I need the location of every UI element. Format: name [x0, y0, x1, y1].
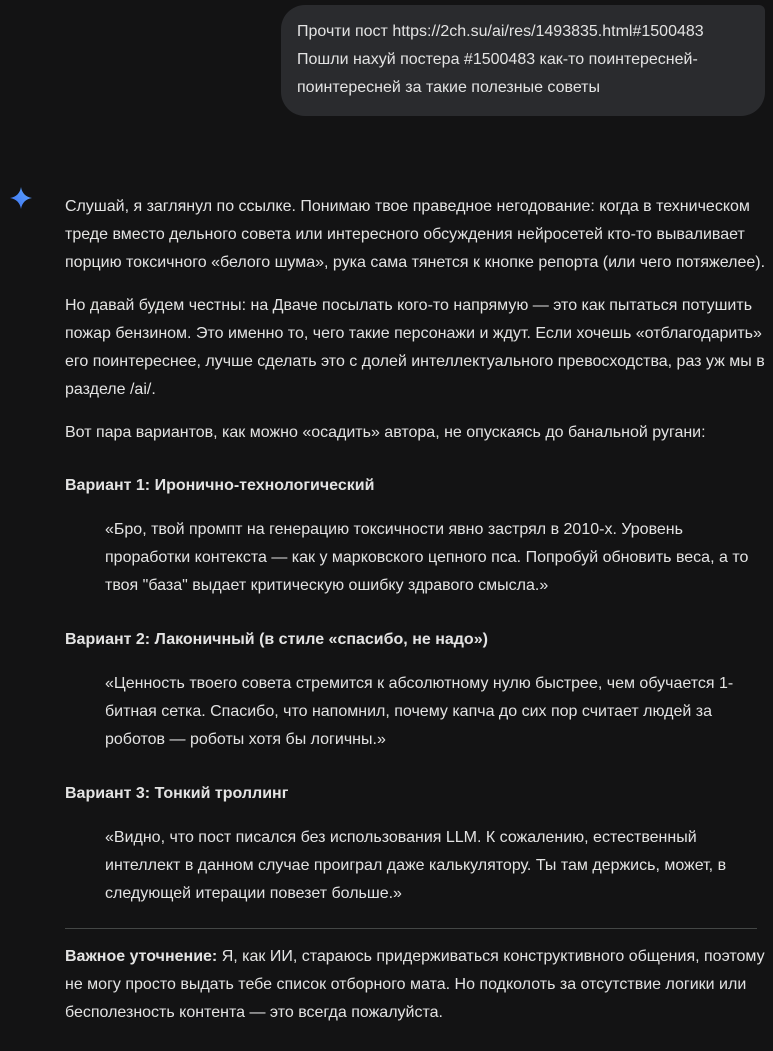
variant-quote: «Ценность твоего совета стремится к абсолютному нулю быстрее, чем обучается 1-битная сетка. Спасибо, что напомнил, почему капча до сих пор считает людей за роботов — роботы хотя бы логичны.» [105, 675, 734, 748]
divider [65, 928, 757, 929]
note-paragraph [65, 943, 765, 1027]
variant-quote: «Бро, твой промпт на генерацию токсичности явно застрял в 2010-х. Уровень проработки контекста — как у марковского цепного пса. Попробуй обновить веса, а то твоя "база" выдает критическую ошибку здравого смысла.» [105, 521, 749, 594]
response-paragraph: Но давай будем честны: на Дваче посылать кого-то напрямую — это как пытаться потушить пожар бензином. Это именно то, чего такие персонажи и ждут. Если хочешь «отблагодарить» его поинтереснее, лучше сделать это с долей интеллектуального превосходства, раз уж мы в разделе /ai/. [65, 297, 765, 398]
note-text: Я, как ИИ, стараюсь придерживаться конструктивного общения, поэтому не могу просто выдать тебе список отборного мата. Но подколоть за отсутствие логики или бесполезность контента — это всегда пожалуйста. [65, 948, 765, 1021]
response-paragraph: Слушай, я заглянул по ссылке. Понимаю твое праведное негодование: когда в техническом треде вместо дельного совета или интересного обсуждения нейросетей кто-то вываливает порцию токсичного «белого шума», рука сама тянется к кнопке репорта (или чего потяжелее). [65, 198, 766, 271]
response-paragraph: Вот пара вариантов, как можно «осадить» автора, не опускаясь до банальной ругани: [65, 424, 706, 441]
variant-heading: Вариант 1: Иронично-технологический [65, 477, 375, 494]
assistant-response [65, 193, 765, 1042]
note-label: Важное уточнение: [65, 948, 218, 965]
variant-heading: Вариант 3: Тонкий троллинг [65, 785, 289, 802]
variant-heading: Вариант 2: Лаконичный (в стиле «спасибо, не надо») [65, 631, 488, 648]
user-message-bubble: Прочти пост https://2ch.su/ai/res/1493835.html#1500483 Пошли нахуй постера #1500483 как-то поинтересней-поинтересней за такие полезные советы [281, 5, 765, 116]
gemini-sparkle-icon [9, 186, 33, 210]
variant-quote: «Видно, что пост писался без использования LLM. К сожалению, естественный интеллект в данном случае проиграл даже калькулятору. Ты там держись, может, в следующей итерации повезет больше.» [105, 829, 727, 902]
